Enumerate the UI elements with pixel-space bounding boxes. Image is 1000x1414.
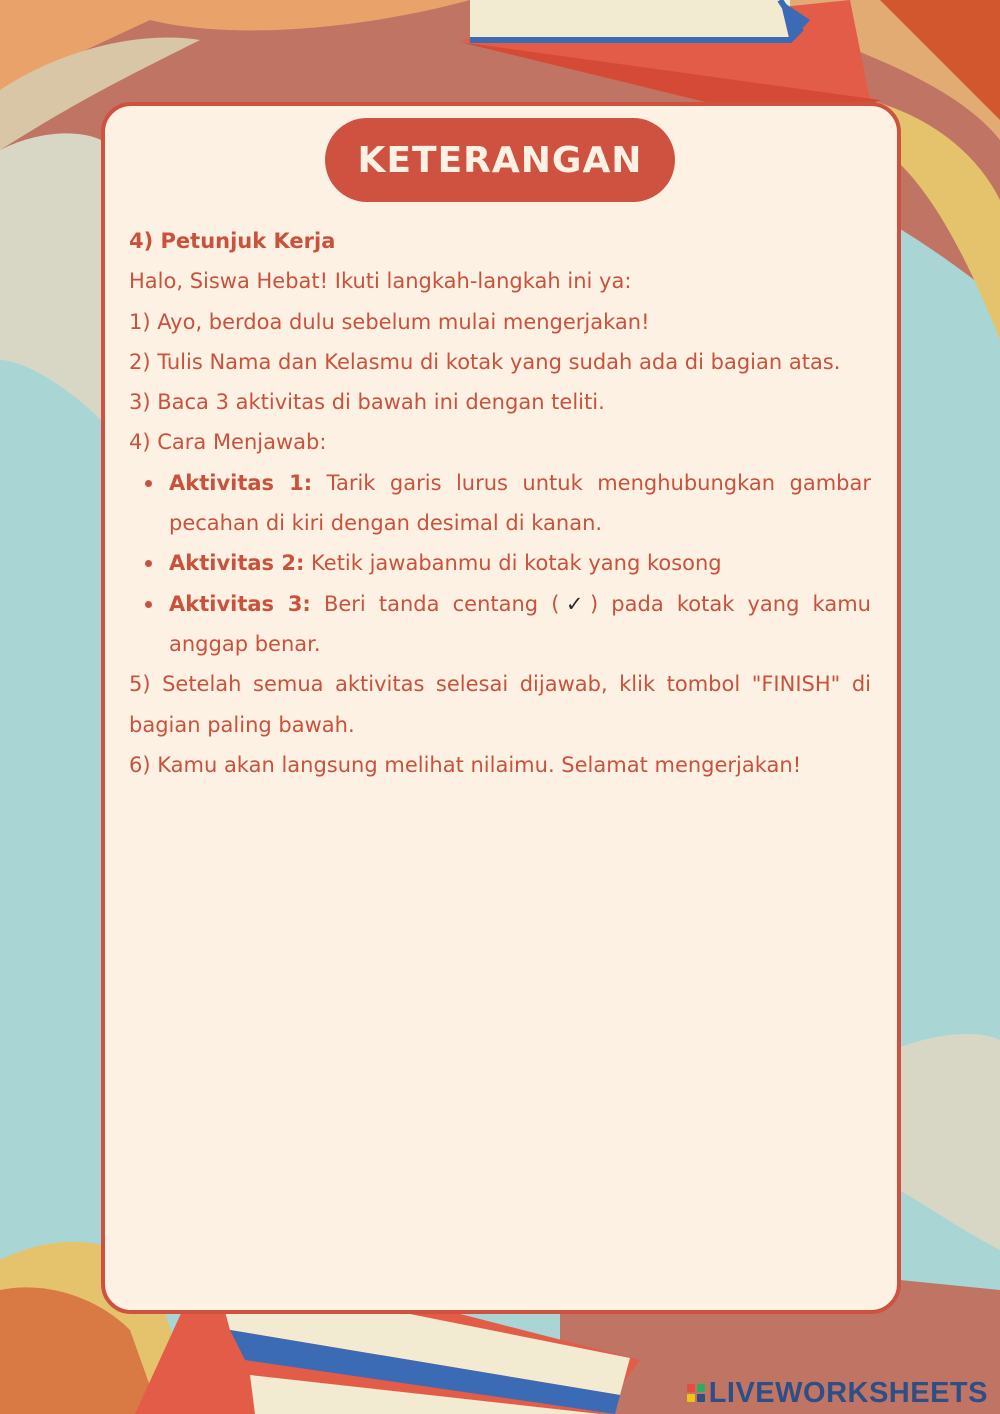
activity-1-text: Tarik garis lurus untuk menghubungkan gambar pecahan di kiri dengan desimal di kanan.: [169, 470, 872, 536]
step-4: 4) Cara Menjawab:: [129, 430, 327, 455]
list-item: [169, 584, 871, 665]
list-item: [169, 463, 871, 544]
step-1: 1) Ayo, berdoa dulu sebelum mulai mengerjakan!: [129, 309, 650, 334]
activity-2-text: Ketik jawabanmu di kotak yang kosong: [304, 551, 722, 576]
activity-3-text-before: Beri tanda centang (: [310, 591, 560, 616]
step-2: 2) Tulis Nama dan Kelasmu di kotak yang sudah ada di bagian atas.: [129, 349, 841, 374]
page-title: KETERANGAN: [357, 139, 643, 181]
instructions-body: [129, 221, 871, 785]
activity-1-label: Aktivitas 1:: [169, 470, 313, 495]
activity-3-text-after: ) pada kotak yang kamu anggap benar.: [169, 591, 871, 656]
brand-name: LIVEWORKSHEETS: [708, 1376, 988, 1409]
step-5: 5) Setelah semua aktivitas selesai dijawab, klik tombol "FINISH" di bagian paling bawah.: [129, 672, 871, 737]
answer-method-list: [129, 463, 871, 664]
step-3: 3) Baca 3 aktivitas di bawah ini dengan teliti.: [129, 390, 605, 415]
liveworksheets-logo: [687, 1378, 988, 1408]
activity-2-label: Aktivitas 2:: [169, 551, 305, 576]
checkmark-icon: ✓: [559, 591, 590, 616]
instructions-heading: 4) Petunjuk Kerja: [129, 229, 336, 253]
step-6: 6) Kamu akan langsung melihat nilaimu. Selamat mengerjakan!: [129, 752, 802, 777]
greeting-text: Halo, Siswa Hebat! Ikuti langkah-langkah ini ya:: [129, 269, 632, 294]
logo-grid-icon: [687, 1384, 705, 1402]
list-item: [169, 543, 871, 583]
title-banner: [325, 118, 675, 202]
activity-3-label: Aktivitas 3:: [169, 591, 311, 616]
